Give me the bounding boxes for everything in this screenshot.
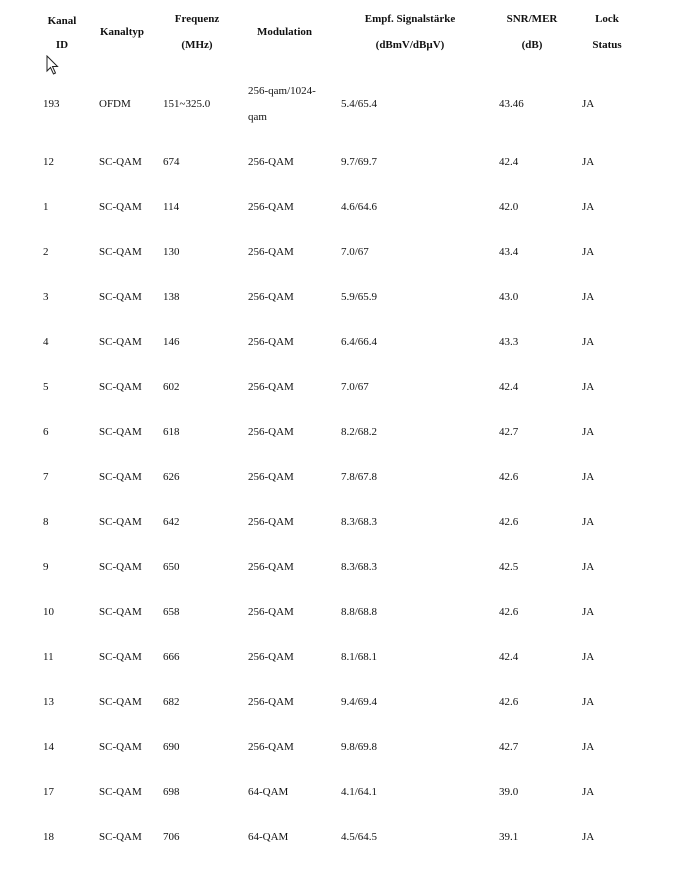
cell-snr: 42.4 bbox=[499, 381, 519, 393]
cell-freq: 706 bbox=[163, 831, 180, 843]
cell-mod: 64-QAM bbox=[248, 786, 289, 798]
header-line: Status bbox=[592, 39, 622, 51]
cell-freq: 666 bbox=[163, 651, 180, 663]
cell-mod: 64-QAM bbox=[248, 831, 289, 843]
header-line: Empf. Signalstärke bbox=[364, 13, 456, 25]
header-frequenz bbox=[152, 0, 242, 70]
cell-snr: 42.6 bbox=[499, 471, 519, 483]
cell-freq: 690 bbox=[163, 741, 180, 753]
cell-freq: 626 bbox=[163, 471, 180, 483]
cell-snr: 42.5 bbox=[499, 561, 519, 573]
cell-type: OFDM bbox=[99, 98, 131, 110]
cell-freq: 674 bbox=[163, 156, 180, 168]
cell-id: 6 bbox=[43, 426, 49, 438]
cell-lock: JA bbox=[582, 606, 595, 618]
cell-type: SC-QAM bbox=[99, 381, 142, 393]
cell-freq: 618 bbox=[163, 426, 180, 438]
cell-id: 17 bbox=[43, 786, 54, 798]
cell-power: 4.5/64.5 bbox=[341, 831, 378, 843]
header-signal bbox=[340, 0, 480, 70]
header-line: Frequenz bbox=[174, 13, 220, 25]
cell-type: SC-QAM bbox=[99, 201, 142, 213]
cell-lock: JA bbox=[582, 651, 595, 663]
cell-mod: 256-QAM bbox=[248, 696, 294, 708]
header-line: (dB) bbox=[521, 39, 543, 51]
cell-mod: 256-QAM bbox=[248, 651, 294, 663]
cell-id: 3 bbox=[43, 291, 49, 303]
cell-lock: JA bbox=[582, 471, 595, 483]
cell-id: 8 bbox=[43, 516, 49, 528]
cell-lock: JA bbox=[582, 831, 595, 843]
header-line: (MHz) bbox=[181, 39, 213, 51]
cell-snr: 43.4 bbox=[499, 246, 519, 258]
cell-snr: 43.46 bbox=[499, 98, 524, 110]
cell-freq: 138 bbox=[163, 291, 180, 303]
cell-lock: JA bbox=[582, 246, 595, 258]
cell-snr: 42.4 bbox=[499, 651, 519, 663]
cell-mod: 256-QAM bbox=[248, 741, 294, 753]
cell-type: SC-QAM bbox=[99, 336, 142, 348]
mouse-pointer-icon bbox=[46, 55, 60, 75]
cell-mod: 256-QAM bbox=[248, 606, 294, 618]
cell-power: 9.7/69.7 bbox=[341, 156, 378, 168]
cell-lock: JA bbox=[582, 98, 595, 110]
cell-type: SC-QAM bbox=[99, 696, 142, 708]
cell-snr: 42.4 bbox=[499, 156, 519, 168]
cell-power: 6.4/66.4 bbox=[341, 336, 378, 348]
cell-type: SC-QAM bbox=[99, 561, 142, 573]
cell-mod: 256-QAM bbox=[248, 426, 294, 438]
cell-lock: JA bbox=[582, 336, 595, 348]
cell-type: SC-QAM bbox=[99, 651, 142, 663]
cell-type: SC-QAM bbox=[99, 426, 142, 438]
cell-lock: JA bbox=[582, 696, 595, 708]
cell-freq: 146 bbox=[163, 336, 180, 348]
cell-power: 9.4/69.4 bbox=[341, 696, 378, 708]
cell-mod: 256-QAM bbox=[248, 156, 294, 168]
header-line: (dBmV/dBµV) bbox=[375, 39, 445, 51]
cell-power: 7.8/67.8 bbox=[341, 471, 378, 483]
cell-type: SC-QAM bbox=[99, 246, 142, 258]
cell-id: 13 bbox=[43, 696, 54, 708]
cell-type: SC-QAM bbox=[99, 741, 142, 753]
cell-mod: 256-QAM bbox=[248, 246, 294, 258]
header-line: Lock bbox=[595, 13, 619, 25]
cell-freq: 658 bbox=[163, 606, 180, 618]
cell-lock: JA bbox=[582, 786, 595, 798]
cell-id: 2 bbox=[43, 246, 49, 258]
cell-type: SC-QAM bbox=[99, 291, 142, 303]
cell-snr: 42.0 bbox=[499, 201, 519, 213]
cell-type: SC-QAM bbox=[99, 831, 142, 843]
cell-freq: 642 bbox=[163, 516, 180, 528]
cell-mod: 256-QAM bbox=[248, 561, 294, 573]
header-modulation bbox=[237, 0, 332, 70]
header-line: Kanaltyp bbox=[99, 26, 144, 38]
cell-freq: 130 bbox=[163, 246, 180, 258]
cell-power: 5.9/65.9 bbox=[341, 291, 378, 303]
cell-freq: 682 bbox=[163, 696, 180, 708]
cell-snr: 42.6 bbox=[499, 516, 519, 528]
cell-mod: 256-QAM bbox=[248, 336, 294, 348]
cell-snr: 43.3 bbox=[499, 336, 519, 348]
cell-power: 4.1/64.1 bbox=[341, 786, 378, 798]
cell-freq: 650 bbox=[163, 561, 180, 573]
cell-snr: 39.1 bbox=[499, 831, 519, 843]
header-line: Kanal bbox=[47, 15, 77, 27]
header-line: ID bbox=[55, 39, 69, 51]
cell-id: 193 bbox=[43, 98, 60, 110]
cell-lock: JA bbox=[582, 561, 595, 573]
cell-id: 7 bbox=[43, 471, 49, 483]
cell-mod: 256-QAM bbox=[248, 201, 294, 213]
cell-power: 7.0/67 bbox=[341, 381, 369, 393]
cell-mod: 256-qam/1024- bbox=[248, 85, 316, 97]
header-lock bbox=[570, 0, 644, 70]
cell-freq: 114 bbox=[163, 201, 180, 213]
cell-lock: JA bbox=[582, 741, 595, 753]
cell-snr: 43.0 bbox=[499, 291, 519, 303]
cell-id: 4 bbox=[43, 336, 49, 348]
cell-id: 1 bbox=[43, 201, 49, 213]
cell-snr: 42.6 bbox=[499, 696, 519, 708]
cell-mod: 256-QAM bbox=[248, 471, 294, 483]
cell-power: 9.8/69.8 bbox=[341, 741, 378, 753]
cell-power: 8.2/68.2 bbox=[341, 426, 378, 438]
cell-power: 5.4/65.4 bbox=[341, 98, 378, 110]
cell-type: SC-QAM bbox=[99, 471, 142, 483]
header-line: Modulation bbox=[256, 26, 312, 38]
cell-id: 9 bbox=[43, 561, 49, 573]
cell-id: 18 bbox=[43, 831, 54, 843]
cell-type: SC-QAM bbox=[99, 786, 142, 798]
cell-power: 4.6/64.6 bbox=[341, 201, 378, 213]
cell-type: SC-QAM bbox=[99, 516, 142, 528]
cell-type: SC-QAM bbox=[99, 156, 142, 168]
cell-lock: JA bbox=[582, 381, 595, 393]
cell-mod: qam bbox=[248, 111, 267, 123]
cell-power: 8.3/68.3 bbox=[341, 561, 378, 573]
cell-id: 11 bbox=[43, 651, 54, 663]
cell-id: 12 bbox=[43, 156, 54, 168]
cell-lock: JA bbox=[582, 201, 595, 213]
cell-mod: 256-QAM bbox=[248, 381, 294, 393]
cell-id: 5 bbox=[43, 381, 49, 393]
cell-snr: 42.7 bbox=[499, 741, 519, 753]
cell-id: 10 bbox=[43, 606, 54, 618]
cell-lock: JA bbox=[582, 291, 595, 303]
cell-lock: JA bbox=[582, 516, 595, 528]
header-line: SNR/MER bbox=[506, 13, 558, 25]
cell-power: 8.3/68.3 bbox=[341, 516, 378, 528]
header-snr bbox=[490, 0, 574, 70]
cell-lock: JA bbox=[582, 426, 595, 438]
cell-power: 7.0/67 bbox=[341, 246, 369, 258]
cell-freq: 602 bbox=[163, 381, 180, 393]
cell-lock: JA bbox=[582, 156, 595, 168]
cell-power: 8.8/68.8 bbox=[341, 606, 378, 618]
cell-type: SC-QAM bbox=[99, 606, 142, 618]
cell-snr: 42.7 bbox=[499, 426, 519, 438]
cell-mod: 256-QAM bbox=[248, 291, 294, 303]
cell-power: 8.1/68.1 bbox=[341, 651, 378, 663]
cell-freq: 151~325.0 bbox=[163, 98, 211, 110]
cell-freq: 698 bbox=[163, 786, 180, 798]
cell-mod: 256-QAM bbox=[248, 516, 294, 528]
cell-id: 14 bbox=[43, 741, 54, 753]
cell-snr: 42.6 bbox=[499, 606, 519, 618]
cell-snr: 39.0 bbox=[499, 786, 519, 798]
